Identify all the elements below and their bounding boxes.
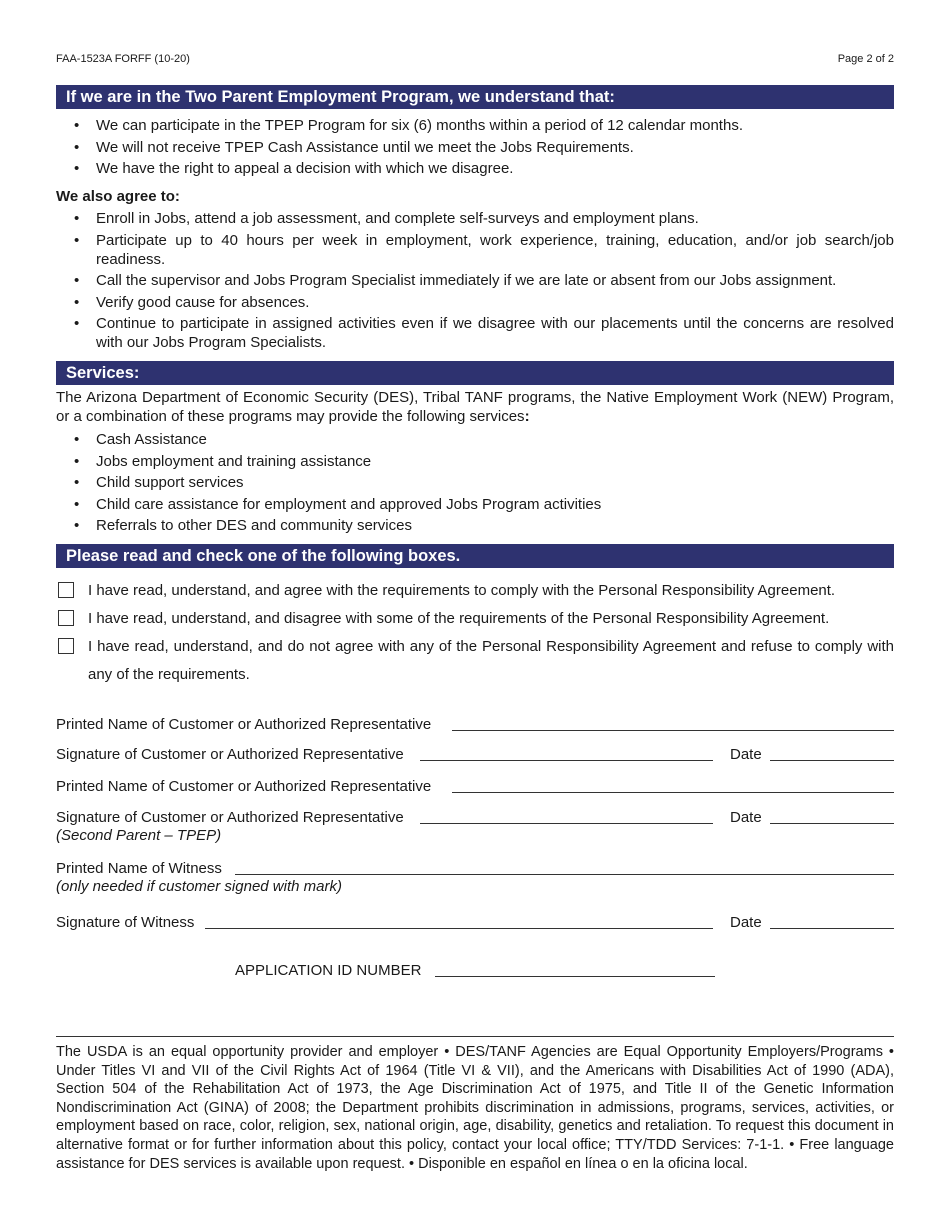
signature-2-field[interactable]: [420, 823, 713, 824]
witness-name-field[interactable]: [235, 874, 894, 875]
signature-2-note: (Second Parent – TPEP): [56, 827, 222, 844]
disagree-some-option-label: I have read, understand, and disagree with some of the requirements of the Personal Responsibility Agreement.: [88, 610, 830, 627]
services-intro: [56, 388, 894, 426]
list-item: • We can participate in the TPEP Program for six (6) months within a period of 12 calendar months.: [56, 116, 894, 135]
witness-signature-field[interactable]: [205, 928, 713, 929]
agree-checkbox[interactable]: [58, 582, 74, 598]
list-item: • Child support services: [56, 473, 894, 492]
refuse-checkbox[interactable]: [58, 638, 74, 654]
date-3-label: Date: [730, 914, 762, 931]
list-item: • Participate up to 40 hours per week in employment, work experience, training, education, and/or job search/job readiness.: [56, 231, 894, 269]
signature-1-label: Signature of Customer or Authorized Representative: [56, 746, 404, 763]
printed-name-1-label: Printed Name of Customer or Authorized Representative: [56, 716, 432, 733]
list-item: • Enroll in Jobs, attend a job assessment, and complete self-surveys and employment plans.: [56, 209, 894, 228]
application-id-field[interactable]: [435, 976, 715, 977]
list-item: • Continue to participate in assigned activities even if we disagree with our placements until the concerns are resolved with our Jobs Program Specialists.: [56, 314, 894, 352]
agree-list: [56, 209, 894, 355]
services-intro-colon: :: [524, 408, 530, 425]
date-1-field[interactable]: [770, 760, 894, 761]
check-heading: Please read and check one of the following boxes.: [56, 544, 894, 568]
refuse-option-row: [56, 633, 894, 688]
services-intro-text: The Arizona Department of Economic Security (DES), Tribal TANF programs, the Native Employment Work (NEW) Program, or a combination of these programs may provide the following services: [56, 389, 894, 425]
witness-note: (only needed if customer signed with mark): [56, 878, 342, 895]
signature-2-label: Signature of Customer or Authorized Representative: [56, 809, 404, 826]
list-item: • Referrals to other DES and community services: [56, 516, 894, 535]
services-list: [56, 430, 894, 538]
application-id-label: APPLICATION ID NUMBER: [235, 962, 422, 979]
agree-option-row: [56, 577, 894, 605]
agree-heading: We also agree to:: [56, 188, 180, 205]
list-item: • Jobs employment and training assistance: [56, 452, 894, 471]
tpep-heading: If we are in the Two Parent Employment Program, we understand that:: [56, 85, 894, 109]
disagree-some-checkbox[interactable]: [58, 610, 74, 626]
services-heading: Services:: [56, 361, 894, 385]
list-item: • Verify good cause for absences.: [56, 293, 894, 312]
witness-name-label: Printed Name of Witness: [56, 860, 222, 877]
printed-name-1-field[interactable]: [452, 730, 894, 731]
list-item: • Call the supervisor and Jobs Program Specialist immediately if we are late or absent from our Jobs assignment.: [56, 271, 894, 290]
disagree-some-option-row: [56, 605, 894, 633]
page-number: Page 2 of 2: [837, 53, 894, 65]
signature-1-field[interactable]: [420, 760, 713, 761]
list-item: • We have the right to appeal a decision with which we disagree.: [56, 159, 894, 178]
list-item: • Child care assistance for employment and approved Jobs Program activities: [56, 495, 894, 514]
date-3-field[interactable]: [770, 928, 894, 929]
footer-notice: The USDA is an equal opportunity provider and employer • DES/TANF Agencies are Equal Opportunity Employers/Programs • Under Titles VI and VII of the Civil Rights Act of 1964 (Title VI & VII), and the Americans with Disabilities Act of 1990 (ADA), Section 504 of the Rehabilitation Act of 1973, the Age Discrimination Act of 1975, and Title II of the Genetic Information Nondiscrimination Act (GINA) of 2008; the Department prohibits discrimination in admissions, programs, services, activities, or employment based on race, color, religion, sex, national origin, age, disability, genetics and retaliation. To request this document in alternative format or for further information about this policy, contact your local office; TTY/TDD Services: 7-1-1. • Free language assistance for DES services is available upon request. • Disponible en español en línea o en la oficina local.: [56, 1044, 894, 1172]
list-item: • Cash Assistance: [56, 430, 894, 449]
date-1-label: Date: [730, 746, 762, 763]
printed-name-2-label: Printed Name of Customer or Authorized Representative: [56, 778, 432, 795]
refuse-option-label: I have read, understand, and do not agree with any of the Personal Responsibility Agreement and refuse to comply with any of the requirements.: [88, 638, 894, 683]
agree-option-label: I have read, understand, and agree with the requirements to comply with the Personal Responsibility Agreement.: [88, 582, 836, 599]
printed-name-2-field[interactable]: [452, 792, 894, 793]
date-2-field[interactable]: [770, 823, 894, 824]
list-item: • We will not receive TPEP Cash Assistance until we meet the Jobs Requirements.: [56, 138, 894, 157]
witness-signature-label: Signature of Witness: [56, 914, 195, 931]
form-code: FAA-1523A FORFF (10-20): [56, 53, 190, 65]
date-2-label: Date: [730, 809, 762, 826]
footer-divider: [56, 1036, 894, 1037]
tpep-list: [56, 116, 894, 181]
